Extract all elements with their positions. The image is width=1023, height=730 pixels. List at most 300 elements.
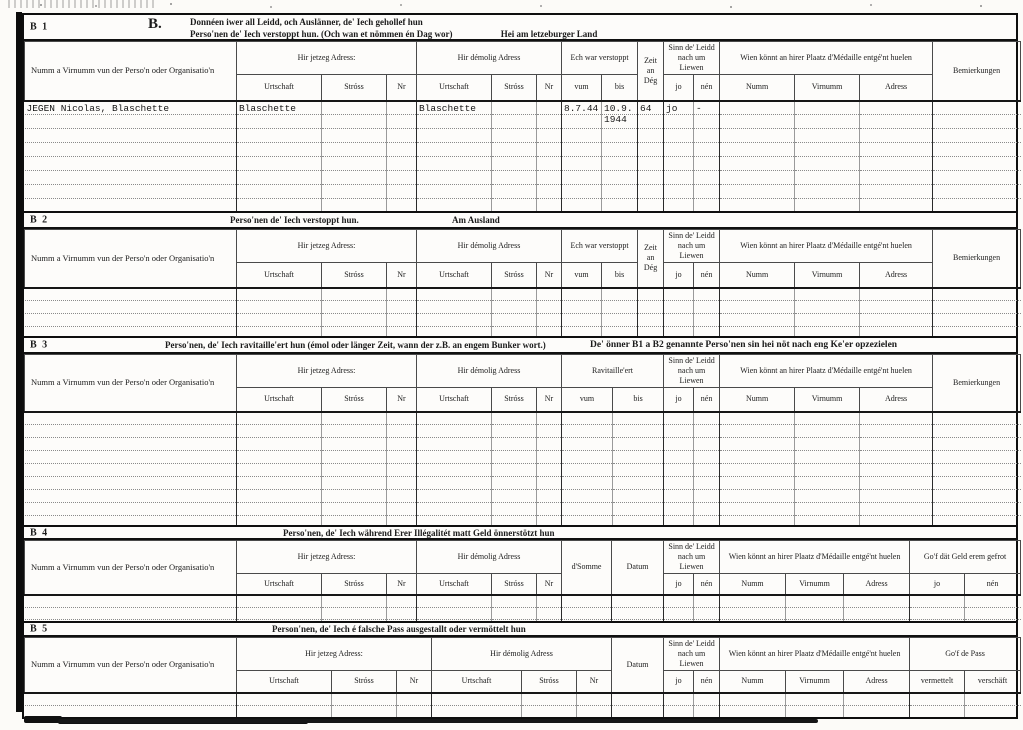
table-cell: [417, 451, 492, 464]
table-cell: [562, 314, 602, 327]
table-cell: [602, 185, 638, 199]
table-cell: [397, 693, 432, 706]
table-cell: [562, 451, 613, 464]
table-cell: [860, 314, 933, 327]
table-cell: [322, 490, 387, 503]
table-cell: [322, 115, 387, 129]
table-cell: [492, 607, 537, 619]
section-b5-title-bar: [24, 623, 1016, 637]
table-cell: [910, 705, 965, 717]
table-cell: [720, 425, 795, 438]
subheader-jo: jo: [664, 263, 694, 288]
section-b4-title-bar: [24, 527, 1016, 540]
table-cell: [664, 171, 694, 185]
subheader-vum: vum: [562, 75, 602, 101]
subheader-bis: bis: [602, 263, 638, 288]
table-cell: [537, 101, 562, 115]
table-row: [25, 157, 1021, 171]
table-cell: [844, 693, 910, 706]
subheader-adress: Adress: [844, 574, 910, 595]
table-cell: [933, 412, 1021, 425]
subheader-nr: Nr: [537, 75, 562, 101]
section-b2-table: [24, 229, 1021, 340]
subheader-adress: Adress: [860, 263, 933, 288]
table-cell: [664, 464, 694, 477]
table-cell: [933, 425, 1021, 438]
table-cell: [795, 301, 860, 314]
subheader-vum: vum: [562, 263, 602, 288]
table-cell: [664, 595, 694, 608]
typed-entry-cell: 10.9. 1944: [602, 101, 638, 115]
table-cell: [322, 143, 387, 157]
table-cell: [795, 185, 860, 199]
table-cell: [322, 129, 387, 143]
table-cell: [694, 490, 720, 503]
table-cell: [795, 503, 860, 516]
table-cell: [795, 314, 860, 327]
scan-speckles: [40, 4, 42, 6]
table-cell: [694, 143, 720, 157]
table-cell: [694, 477, 720, 490]
subheader-jo: jo: [664, 574, 694, 595]
section-b3: [22, 336, 1018, 531]
table-cell: [417, 129, 492, 143]
column-header-former-address: Hir démolig Adress: [417, 230, 562, 263]
table-cell: [844, 705, 910, 717]
table-cell: [933, 464, 1021, 477]
table-cell: [795, 157, 860, 171]
section-b5: [22, 621, 1018, 719]
table-cell: [237, 607, 322, 619]
table-cell: [237, 143, 322, 157]
table-cell: [612, 607, 664, 619]
table-cell: [387, 157, 417, 171]
table-cell: [417, 288, 492, 301]
table-cell: [720, 129, 795, 143]
table-cell: [720, 185, 795, 199]
table-cell: [522, 693, 577, 706]
table-cell: [638, 288, 664, 301]
table-cell: [562, 185, 602, 199]
table-cell: [562, 157, 602, 171]
table-cell: [694, 503, 720, 516]
scan-bottom-artifact: [58, 719, 818, 723]
table-cell: [860, 143, 933, 157]
table-body: [25, 412, 1021, 529]
subheader-urtschaft: Urtschaft: [417, 574, 492, 595]
table-cell: [664, 288, 694, 301]
table-cell: [417, 115, 492, 129]
table-cell: [933, 288, 1021, 301]
subheader-jo: jo: [664, 671, 694, 693]
table-cell: [562, 503, 613, 516]
column-header-supplied: Ravitaille'ert: [562, 355, 664, 388]
table-cell: [694, 693, 720, 706]
column-header-remarks: Bemierkungen: [933, 230, 1021, 288]
table-cell: [664, 503, 694, 516]
table-cell: [237, 301, 322, 314]
table-cell: [562, 425, 613, 438]
table-cell: [720, 288, 795, 301]
table-row: [25, 595, 1021, 608]
table-cell: [664, 185, 694, 199]
table-cell: [25, 705, 237, 717]
table-cell: [25, 693, 237, 706]
table-cell: [860, 185, 933, 199]
column-header-date: Datum: [612, 638, 664, 693]
table-cell: [795, 451, 860, 464]
table-cell: [237, 477, 322, 490]
table-cell: [613, 438, 664, 451]
table-row: [25, 607, 1021, 619]
table-cell: [795, 438, 860, 451]
table-cell: [322, 451, 387, 464]
table-cell: [795, 425, 860, 438]
column-header-current-address: Hir jetzeg Adress:: [237, 541, 417, 574]
table-cell: [387, 503, 417, 516]
column-header-days: Zeit an Dég: [638, 230, 664, 288]
table-cell: [25, 143, 237, 157]
subheader-adress: Adress: [844, 671, 910, 693]
table-cell: [664, 490, 694, 503]
table-cell: [786, 607, 844, 619]
column-header-current-address: Hir jetzeg Adress:: [237, 355, 417, 388]
table-cell: [638, 185, 664, 199]
table-cell: [25, 157, 237, 171]
table-row: [25, 301, 1021, 314]
subheader-stross: Stróss: [322, 574, 387, 595]
table-cell: [664, 438, 694, 451]
table-cell: [537, 157, 562, 171]
table-cell: [322, 412, 387, 425]
table-cell: [432, 705, 522, 717]
column-header-medal: Wien könnt an hirer Plaatz d'Médaille entgé'nt huelen: [720, 42, 933, 75]
table-cell: [613, 503, 664, 516]
table-cell: [417, 425, 492, 438]
table-cell: [602, 129, 638, 143]
table-cell: [602, 157, 638, 171]
table-cell: [492, 425, 537, 438]
subheader-stross: Stróss: [492, 574, 537, 595]
table-cell: [322, 157, 387, 171]
table-cell: [664, 607, 694, 619]
column-header-former-address: Hir démolig Adress: [417, 355, 562, 388]
table-cell: [387, 477, 417, 490]
table-cell: [720, 115, 795, 129]
table-cell: [25, 129, 237, 143]
table-cell: [322, 425, 387, 438]
section-id: B 4: [30, 527, 49, 538]
table-cell: [537, 425, 562, 438]
table-cell: [492, 464, 537, 477]
table-cell: [537, 185, 562, 199]
table-cell: [933, 157, 1021, 171]
title-right: Am Ausland: [452, 215, 500, 225]
table-cell: [720, 595, 786, 608]
section-b3-title-bar: [24, 338, 1016, 354]
table-cell: [795, 171, 860, 185]
table-cell: [387, 314, 417, 327]
table-cell: [562, 412, 613, 425]
column-header-name: Numm a Virnumm vun der Perso'n oder Organisatio'n: [25, 355, 237, 412]
column-header-alive: Sinn de' Leidd nach um Liewen: [664, 42, 720, 75]
table-cell: [664, 425, 694, 438]
table-cell: [417, 143, 492, 157]
section-title: Perso'nen de' Iech verstoppt hun.: [230, 215, 359, 225]
table-cell: [694, 115, 720, 129]
table-cell: [237, 705, 332, 717]
table-cell: [522, 705, 577, 717]
table-cell: [694, 607, 720, 619]
table-cell: [417, 503, 492, 516]
table-cell: [860, 157, 933, 171]
table-cell: [492, 301, 537, 314]
table-cell: [237, 425, 322, 438]
table-cell: [933, 490, 1021, 503]
subheader-bis: bis: [613, 388, 664, 412]
subheader-nr: Nr: [577, 671, 612, 693]
table-cell: [322, 288, 387, 301]
table-cell: [860, 490, 933, 503]
table-cell: [577, 705, 612, 717]
table-cell: [694, 705, 720, 717]
table-row: [25, 412, 1021, 425]
subheader-virnumm: Virnumm: [786, 574, 844, 595]
column-header-former-address: Hir démolig Adress: [417, 541, 562, 574]
table-cell: [322, 438, 387, 451]
subheader-urtschaft: Urtschaft: [237, 75, 322, 101]
table-cell: [417, 185, 492, 199]
table-cell: [933, 143, 1021, 157]
table-cell: [537, 412, 562, 425]
table-cell: [387, 425, 417, 438]
table-cell: [322, 301, 387, 314]
table-cell: [237, 314, 322, 327]
column-header-pass: Go'f de Pass: [910, 638, 1021, 671]
table-cell: [613, 425, 664, 438]
subheader-vum: vum: [562, 388, 613, 412]
section-title: Person'nen, de' Iech é falsche Pass ausgestallt oder vermöttelt hun: [272, 624, 526, 634]
table-cell: [237, 503, 322, 516]
table-cell: [694, 438, 720, 451]
table-cell: [694, 412, 720, 425]
table-cell: [537, 115, 562, 129]
section-id: B 3: [30, 339, 49, 351]
subheader-stross: Stróss: [322, 388, 387, 412]
table-cell: [387, 143, 417, 157]
scan-bottom-artifact: [24, 716, 62, 723]
table-cell: [237, 185, 322, 199]
column-header-former-address: Hir démolig Adress: [432, 638, 612, 671]
table-cell: [577, 693, 612, 706]
table-cell: [537, 438, 562, 451]
table-cell: [795, 129, 860, 143]
subheader-urtschaft: Urtschaft: [417, 388, 492, 412]
section-b1-table: [24, 41, 1021, 213]
subheader-verschaeft: verschäft: [965, 671, 1021, 693]
table-cell: [387, 171, 417, 185]
table-cell: [965, 693, 1021, 706]
table-cell: [25, 503, 237, 516]
table-cell: [602, 288, 638, 301]
table-row: [25, 171, 1021, 185]
table-cell: [492, 595, 537, 608]
table-cell: [417, 595, 492, 608]
table-row: [25, 115, 1021, 129]
table-cell: [322, 101, 387, 115]
table-cell: [694, 129, 720, 143]
table-cell: [602, 171, 638, 185]
table-cell: [25, 115, 237, 129]
table-row: [25, 143, 1021, 157]
table-cell: [537, 314, 562, 327]
table-cell: [237, 595, 322, 608]
table-cell: [638, 157, 664, 171]
subheader-numm: Numm: [720, 263, 795, 288]
table-body: [25, 101, 1021, 213]
table-cell: [860, 464, 933, 477]
table-cell: [237, 157, 322, 171]
table-cell: [387, 412, 417, 425]
typed-entry-cell: 64: [638, 101, 664, 115]
table-cell: [417, 490, 492, 503]
table-cell: [537, 503, 562, 516]
table-cell: [417, 157, 492, 171]
section-b1-title-bar: [24, 15, 1016, 41]
typed-entry-cell: jo: [664, 101, 694, 115]
table-cell: [860, 301, 933, 314]
table-cell: [694, 301, 720, 314]
column-header-alive: Sinn de' Leidd nach um Liewen: [664, 355, 720, 388]
table-body: [25, 288, 1021, 340]
subheader-jo: jo: [664, 75, 694, 101]
table-cell: [720, 438, 795, 451]
column-header-alive: Sinn de' Leidd nach um Liewen: [664, 230, 720, 263]
column-header-medal: Wien könnt an hirer Plaatz d'Médaille entgé'nt huelen: [720, 638, 910, 671]
table-body: [25, 693, 1021, 717]
table-cell: [860, 438, 933, 451]
table-cell: [537, 464, 562, 477]
table-cell: [492, 101, 537, 115]
table-cell: [664, 477, 694, 490]
section-b4: [22, 525, 1018, 633]
section-b2: [22, 211, 1018, 342]
table-cell: [613, 451, 664, 464]
table-cell: [602, 314, 638, 327]
table-cell: [720, 705, 786, 717]
column-header-medal: Wien könnt an hirer Plaatz d'Médaille entgé'nt huelen: [720, 230, 933, 263]
table-cell: [25, 595, 237, 608]
table-cell: [860, 288, 933, 301]
section-id: B 2: [30, 214, 49, 226]
table-cell: [332, 705, 397, 717]
table-cell: [694, 171, 720, 185]
table-cell: [694, 314, 720, 327]
table-cell: [322, 503, 387, 516]
subheader-nen: nén: [694, 75, 720, 101]
table-cell: [562, 490, 613, 503]
table-cell: [492, 451, 537, 464]
table-cell: [417, 301, 492, 314]
table-cell: [492, 412, 537, 425]
subheader-nr: Nr: [387, 574, 417, 595]
table-cell: [910, 595, 965, 608]
subheader-virnumm: Virnumm: [795, 388, 860, 412]
subheader-urtschaft: Urtschaft: [417, 75, 492, 101]
table-cell: [965, 595, 1021, 608]
subheader-nen: nén: [694, 263, 720, 288]
table-cell: [664, 157, 694, 171]
table-cell: [844, 607, 910, 619]
table-cell: [25, 490, 237, 503]
table-cell: [664, 314, 694, 327]
table-cell: [795, 143, 860, 157]
subheader-virnumm: Virnumm: [795, 263, 860, 288]
subheader-numm: Numm: [720, 671, 786, 693]
table-cell: [664, 451, 694, 464]
table-cell: [562, 288, 602, 301]
table-cell: [694, 464, 720, 477]
table-cell: [795, 464, 860, 477]
table-cell: [933, 171, 1021, 185]
table-cell: [432, 693, 522, 706]
table-cell: [322, 477, 387, 490]
table-cell: [25, 438, 237, 451]
table-cell: [933, 451, 1021, 464]
column-header-medal: Wien könnt an hirer Plaatz d'Médaille entgé'nt huelen: [720, 355, 933, 388]
section-big-letter: B.: [148, 16, 162, 32]
table-cell: [562, 464, 613, 477]
table-cell: [562, 607, 612, 619]
table-cell: [933, 477, 1021, 490]
table-cell: [562, 129, 602, 143]
table-cell: [638, 115, 664, 129]
column-header-remarks: Bemierkungen: [933, 355, 1021, 412]
table-cell: [537, 143, 562, 157]
table-row: [25, 185, 1021, 199]
table-cell: [860, 477, 933, 490]
table-cell: [492, 288, 537, 301]
subheader-nen: nén: [694, 388, 720, 412]
table-row: [25, 693, 1021, 706]
subheader-numm: Numm: [720, 388, 795, 412]
section-b2-title-bar: [24, 213, 1016, 229]
table-cell: [537, 129, 562, 143]
table-cell: [492, 314, 537, 327]
table-row: [25, 101, 1021, 115]
section-id: B 5: [30, 623, 49, 635]
table-cell: [965, 705, 1021, 717]
table-cell: [387, 595, 417, 608]
table-cell: [562, 143, 602, 157]
subheader-numm: Numm: [720, 574, 786, 595]
subheader-urtschaft: Urtschaft: [237, 263, 322, 288]
table-cell: [322, 314, 387, 327]
table-cell: [933, 301, 1021, 314]
table-cell: [612, 705, 664, 717]
subheader-stross: Stróss: [492, 75, 537, 101]
table-cell: [612, 595, 664, 608]
table-cell: [237, 464, 322, 477]
table-cell: [613, 490, 664, 503]
table-cell: [860, 503, 933, 516]
table-cell: [562, 171, 602, 185]
subheader-jo: jo: [910, 574, 965, 595]
subheader-stross: Stróss: [522, 671, 577, 693]
table-cell: [664, 693, 694, 706]
table-row: [25, 438, 1021, 451]
table-cell: [492, 438, 537, 451]
